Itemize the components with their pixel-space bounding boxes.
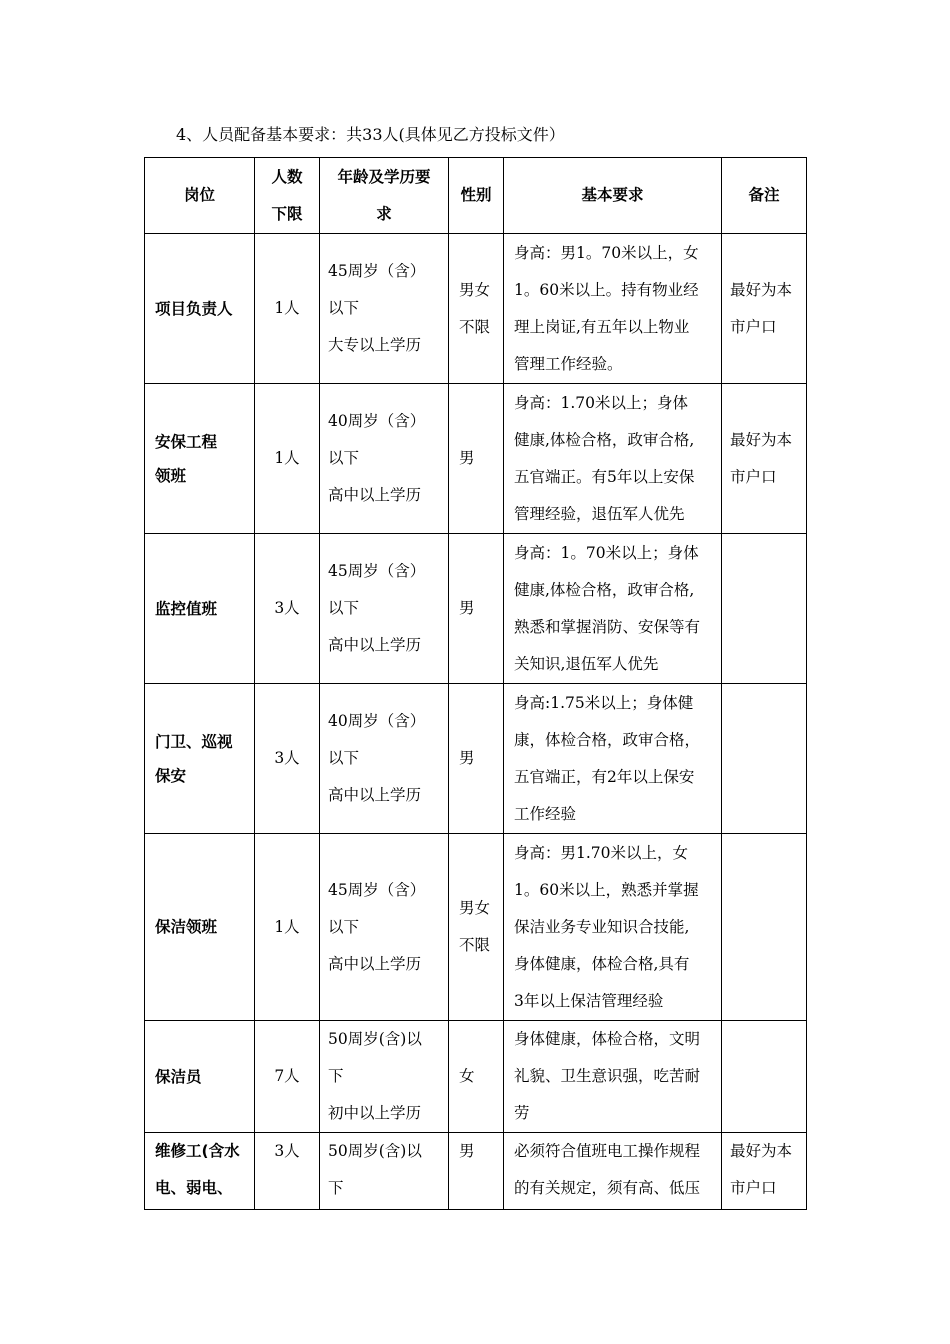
cell-position: 保洁领班: [145, 834, 255, 1021]
header-gender: 性别: [449, 158, 504, 234]
cell-count: 3人: [255, 1133, 320, 1210]
cell-count: 3人: [255, 534, 320, 684]
cell-requirements: 身高：男1。70米以上，女 1。60米以上。持有物业经 理上岗证,有五年以上物业 管理工作经验。: [504, 234, 722, 384]
cell-age-education: 40周岁（含） 以下 高中以上学历: [320, 684, 449, 834]
cell-note: [722, 1021, 807, 1133]
cell-gender: 男女 不限: [449, 234, 504, 384]
cell-age-education: 50周岁(含)以 下 初中以上学历: [320, 1021, 449, 1133]
cell-position: 门卫、巡视 保安: [145, 684, 255, 834]
header-position: 岗位: [145, 158, 255, 234]
cell-gender: 男: [449, 384, 504, 534]
cell-age-education: 40周岁（含） 以下 高中以上学历: [320, 384, 449, 534]
cell-position: 项目负责人: [145, 234, 255, 384]
cell-age-education: 45周岁（含） 以下 高中以上学历: [320, 834, 449, 1021]
cell-gender: 男: [449, 1133, 504, 1210]
cell-note: 最好为本 市户口: [722, 234, 807, 384]
cell-position: 维修工(含水 电、弱电、: [145, 1133, 255, 1210]
cell-gender: 男: [449, 534, 504, 684]
cell-requirements: 身体健康，体检合格，文明 礼貌、卫生意识强，吃苦耐 劳: [504, 1021, 722, 1133]
cell-requirements: 身高：1.70米以上；身体 健康,体检合格，政审合格, 五官端正。有5年以上安保 管理经验，退伍军人优先: [504, 384, 722, 534]
table-row: [145, 834, 807, 1021]
cell-position: 保洁员: [145, 1021, 255, 1133]
cell-note: [722, 834, 807, 1021]
cell-age-education: 45周岁（含） 以下 大专以上学历: [320, 234, 449, 384]
header-requirements: 基本要求: [504, 158, 722, 234]
cell-requirements: 身高：1。70米以上；身体 健康,体检合格，政审合格, 熟悉和掌握消防、安保等有 关知识,退伍军人优先: [504, 534, 722, 684]
cell-requirements: 身高:1.75米以上；身体健 康，体检合格，政审合格， 五官端正，有2年以上保安 工作经验: [504, 684, 722, 834]
cell-age-education: 45周岁（含） 以下 高中以上学历: [320, 534, 449, 684]
header-age-education: 年龄及学历要 求: [320, 158, 449, 234]
cell-requirements: 必须符合值班电工操作规程 的有关规定，须有高、低压: [504, 1133, 722, 1210]
cell-note: [722, 684, 807, 834]
cell-count: 7人: [255, 1021, 320, 1133]
table-row: [145, 1133, 807, 1210]
cell-requirements: 身高：男1.70米以上，女 1。60米以上，熟悉并掌握 保洁业务专业知识合技能, 身体健康，体检合格,具有 3年以上保洁管理经验: [504, 834, 722, 1021]
cell-gender: 男: [449, 684, 504, 834]
header-row: [145, 158, 807, 234]
cell-count: 3人: [255, 684, 320, 834]
cell-count: 1人: [255, 384, 320, 534]
table-row: [145, 1021, 807, 1133]
cell-gender: 女: [449, 1021, 504, 1133]
cell-gender: 男女 不限: [449, 834, 504, 1021]
cell-note: [722, 534, 807, 684]
cell-count: 1人: [255, 834, 320, 1021]
cell-age-education: 50周岁(含)以 下: [320, 1133, 449, 1210]
table-row: [145, 234, 807, 384]
header-count: 人数 下限: [255, 158, 320, 234]
header-note: 备注: [722, 158, 807, 234]
table-row: [145, 534, 807, 684]
table-row: [145, 684, 807, 834]
staffing-requirements-table: [144, 157, 807, 1210]
section-heading: 4、人员配备基本要求：共33人(具体见乙方投标文件）: [176, 125, 565, 144]
cell-position: 监控值班: [145, 534, 255, 684]
cell-note: 最好为本 市户口: [722, 1133, 807, 1210]
table-row: [145, 384, 807, 534]
cell-count: 1人: [255, 234, 320, 384]
cell-position: 安保工程 领班: [145, 384, 255, 534]
cell-note: 最好为本 市户口: [722, 384, 807, 534]
